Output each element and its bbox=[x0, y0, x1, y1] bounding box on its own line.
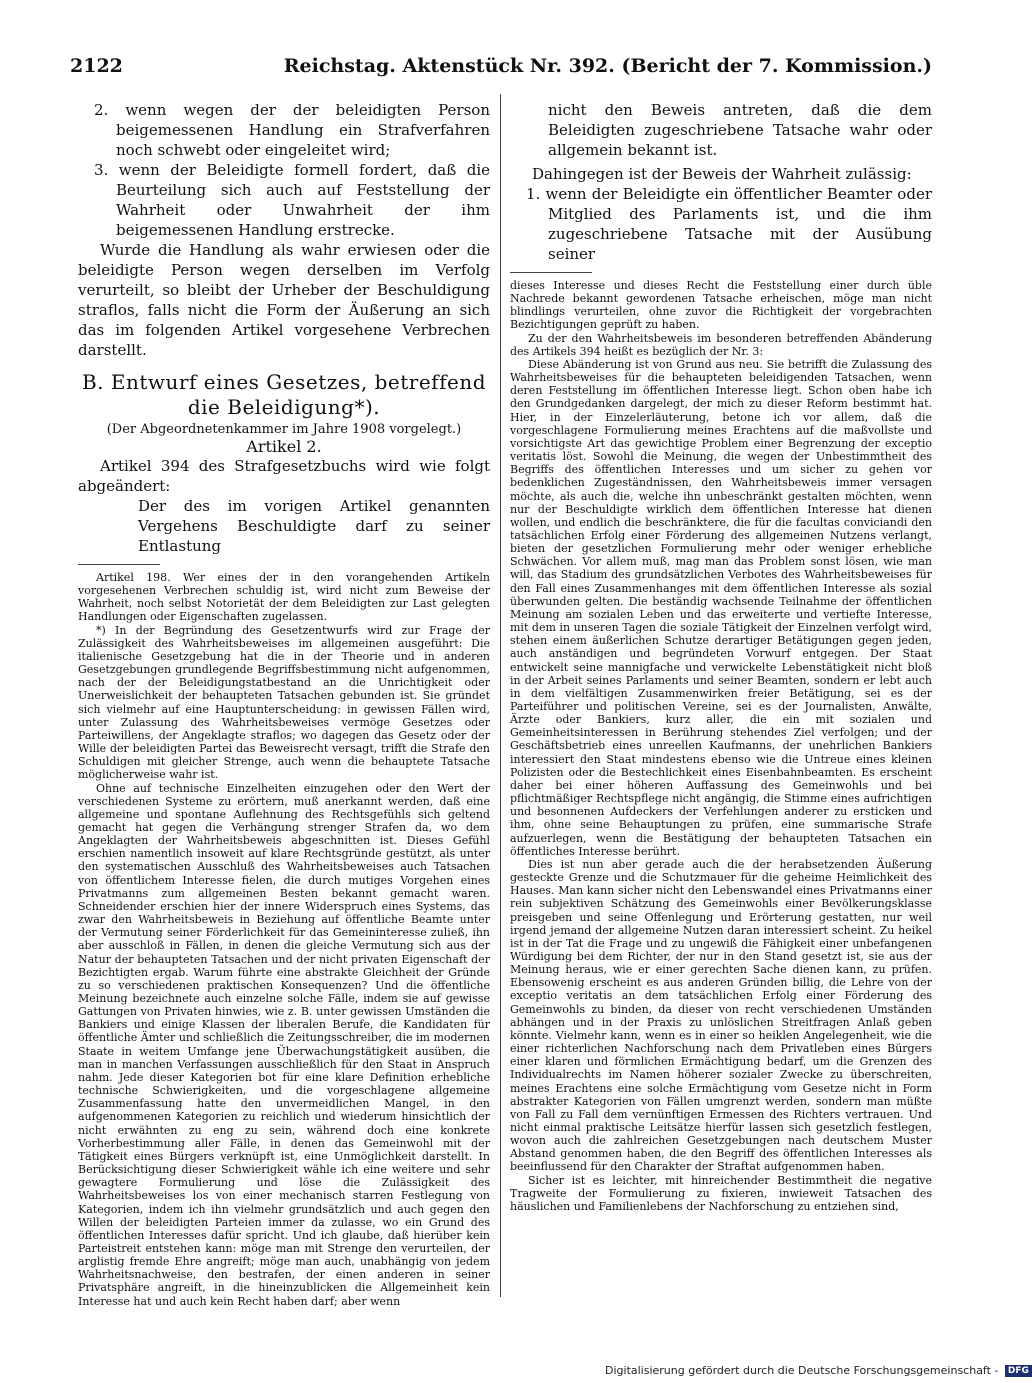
left-column bbox=[78, 100, 490, 1308]
section-title: B. Entwurf eines Gesetzes, betreffend die Beleidigung*). bbox=[81, 370, 487, 419]
paragraph: Dahingegen ist der Beweis der Wahrheit zulässig: bbox=[532, 165, 912, 183]
article-text: Artikel 394 des Strafgesetzbuchs wird wie folgt abgeändert: bbox=[78, 457, 490, 495]
footnotes-left bbox=[78, 571, 490, 1308]
footnote-separator bbox=[78, 564, 160, 565]
footnote-separator bbox=[510, 272, 592, 273]
right-column bbox=[510, 100, 932, 1213]
footnote-paragraph: Zu der den Wahrheitsbeweis im besonderen betreffenden Abänderung des Artikels 394 heißt es bezüglich der Nr. 3: bbox=[510, 331, 932, 358]
column-divider bbox=[500, 94, 501, 1297]
footnotes-right bbox=[510, 279, 932, 1213]
footnote-paragraph: *) In der Begründung des Gesetzentwurfs wird zur Frage der Zulässigkeit des Wahrheitsbeweises im allgemeinen ausgeführt: Die italienische Gesetzgebung hat die in der Theorie und in anderen Gesetzgebungen grundlegende Begriffsbestimmung nicht aufgenommen, nach der der Beleidigungstatbestand an die Unrichtigkeit oder Unerweislichkeit der behaupteten Tatsachen gebunden ist. Sie gründet sich vielmehr auf eine Hauptunterscheidung: in gewissen Fällen wird, unter Zulassung des Wahrheitsbeweises vermöge Gesetzes oder Parteiwillens, der Angeklagte straflos; wo dagegen das Gesetz oder der Wille der beleidigten Partei das Beweisrecht versagt, trifft die Strafe den Schuldigen mit gleicher Strenge, auch wenn die behauptete Tatsache möglicherweise wahr ist. bbox=[78, 623, 490, 782]
credit-text: Digitalisierung gefördert durch die Deutsche Forschungsgemeinschaft - bbox=[605, 1364, 999, 1377]
continued-item: nicht den Beweis antreten, daß die dem Beleidigten zugeschriebene Tatsache wahr oder allgemein bekannt ist. bbox=[548, 101, 932, 159]
footnote-paragraph: Artikel 198. Wer eines der in den vorangehenden Artikeln vorgesehenen Verbrechen schuldig ist, wird nicht zum Beweise der Wahrheit, noch selbst Notorietät der dem Beleidigten zur Last gelegten Handlungen oder Eigenschaften zugelassen. bbox=[78, 571, 490, 624]
footnote-paragraph: dieses Interesse und dieses Recht die Feststellung einer durch üble Nachrede bekannt gewordenen Tatsache erheischen, möge man nicht blindlings verurteilen, ohne zuvor die Richtigkeit der vorgebrachten Bezichtigungen geprüft zu haben. bbox=[510, 279, 932, 332]
dfg-logo: DFG bbox=[1005, 1365, 1032, 1377]
list-item: 1. wenn der Beleidigte ein öffentlicher Beamter oder Mitglied des Parlaments ist, und die ihm zugeschriebene Tatsache mit der Ausübung seiner bbox=[526, 185, 932, 263]
running-title: Reichstag. Aktenstück Nr. 392. (Bericht der 7. Kommission.) bbox=[283, 55, 932, 77]
section-subtitle: (Der Abgeordnetenkammer im Jahre 1908 vorgelegt.) bbox=[106, 422, 462, 437]
footnote-paragraph: Sicher ist es leichter, mit hinreichender Bestimmtheit die negative Tragweite der Formulierung zu fixieren, inwieweit Tatsachen des häuslichen und Familienlebens der Nachforschung zu entziehen sind, bbox=[510, 1173, 932, 1213]
page-header bbox=[70, 55, 932, 87]
footnote-paragraph: Ohne auf technische Einzelheiten einzugehen oder den Wert der verschiedenen Systeme zu erörtern, muß anerkannt werden, daß eine allgemeine und spontane Auflehnung des Rechtsgefühls sich geltend gemacht hat gegen die Verhängung strenger Strafen da, wo dem Angeklagten der Wahrheitsbeweis abgeschnitten ist. Dieses Gefühl erschien namentlich insoweit auf klare Rechtsgründe gestützt, als unter den systematischen Ausschluß des Wahrheitsbeweises auch Tatsachen von öffentlichem Interesse fielen, die durch mutiges Vorgehen eines Privatmanns zum allgemeinen Besten bekannt gemacht waren. Schneidender erschien hier der innere Widerspruch eines Systems, das zwar den Wahrheitsbeweis in Beziehung auf öffentliche Beamte unter der Vermutung seiner Förderlichkeit für das Gemeininteresse zuließ, ihn aber ausschloß in Fällen, in denen die gleiche Vermutung sich aus der Natur der behaupteten Tatsachen und der nicht privaten Eigenschaft der Bezichtigten ergab. Warum führte eine abstrakte Gleichheit der Gründe zu so verschiedenen praktischen Konsequenzen? Und die öffentliche Meinung bezeichnete auch einzelne solche Fälle, indem sie auf gewisse Gattungen von Privaten hinwies, wie z. B. unter gewissen Umständen die Bankiers und einige Klassen der liberalen Berufe, die Kandidaten für öffentliche Ämter und schließlich die Zeitungsschreiber, die im modernen Staate in weitem Umfange jene Überwachungstätigkeit ausüben, die man in manchen Verfassungen ausschließlich für den Staat in Anspruch nahm. Jede dieser Kategorien bot für eine klare Definition erhebliche technische Schwierigkeiten, und die vorgeschlagene allgemeine Zusammenfassung hatte den unvermeidlichen Mangel, in den aufgenommenen Kategorien zu reichlich und wiederum hinsichtlich der nicht erwähnten zu eng zu sein, während doch eine konkrete Vorherbestimmung aller Fälle, in denen das Gemeinwohl mit der Tätigkeit eines Bürgers verknüpft ist, eine Unmöglichkeit darstellt. In Berücksichtigung dieser Schwierigkeit wähle ich eine weitere und sehr gewagtere Formulierung und löse die Zulässigkeit des Wahrheitsbeweises los von einer mechanisch starren Festlegung von Kategorien, indem ich ihn vielmehr grundsätzlich und auch gegen den Willen der beleidigten Parteien immer da zulasse, wo ein Grund des öffentlichen Interesses dafür spricht. Und ich glaube, daß hierüber kein Parteistreit entstehen kann: möge man mit Strenge den verurteilen, der arglistig fremde Ehre angreift; möge man auch, unabhängig von jedem Wahrheitsnachweise, den bestrafen, der einen anderen in seiner Privatsphäre angreift, in die hineinzublicken die Allgemeinheit kein Interesse hat und auch kein Recht haben darf; aber wenn bbox=[78, 781, 490, 1308]
list-item: 3. wenn der Beleidigte formell fordert, daß die Beurteilung sich auch auf Feststellung der Wahrheit oder Unwahrheit der ihm beigemessenen Handlung erstrecke. bbox=[94, 161, 490, 239]
digitization-credit bbox=[605, 1364, 1032, 1377]
footnote-paragraph: Dies ist nun aber gerade auch die der herabsetzenden Äußerung gesteckte Grenze und die Schutzmauer für die geheime Heimlichkeit des Hauses. Man kann sicher nicht den Lebenswandel eines Privatmanns einer rein subjektiven Schätzung des Gemeinwohls einer Bevölkerungsklasse preisgeben und seine Offenlegung und Erörterung gestatten, nur weil irgend jemand der allgemeine Nutzen daran interessiert scheint. Zu heikel ist in der Tat die Frage und zu ungewiß die Fähigkeit einer unbefangenen Würdigung bei dem Richter, der nur in den Stand gesetzt ist, sie aus der Meinung heraus, wie er einer gerechten Sache dienen kann, zu prüfen. Ebensowenig erscheint es aus anderen Gründen billig, die Lehre von der exceptio veritatis an dem tatsächlichen Erfolg einer Förderung des Gemeinwohls zu binden, da dieser von recht verschiedenen Umständen abhängen und in der Praxis zu unlöslichen Streitfragen Anlaß geben könnte. Vielmehr kann, wenn es in einer so heiklen Angelegenheit, wie die einer richterlichen Nachforschung nach dem Privatleben eines Bürgers einer klaren und förmlichen Ermächtigung bedarf, um die Grenzen des Individualrechts im Namen höherer sozialer Zwecke zu überschreiten, meines Erachtens eine solche Ermächtigung vom Gesetze nicht in Form abstrakter Kategorien von Fällen umgrenzt werden, sondern man müßte von Fall zu Fall dem vernünftigen Ermessen des Richters vertrauen. Und nicht einmal praktische Leitsätze hierfür lassen sich gesetzlich festlegen, wovon auch die zahlreichen Gesetzgebungen nach deutschem Muster Abstand genommen haben, die den Begriff des öffentlichen Interesses als beeinflussend für den Charakter der Straftat aufgenommen haben. bbox=[510, 857, 932, 1174]
paragraph: Wurde die Handlung als wahr erwiesen oder die beleidigte Person wegen derselben im Verfolg verurteilt, so bleibt der Urheber der Beschuldigung straflos, falls nicht die Form der Äußerung an sich das im folgenden Artikel vorgesehene Verbrechen darstellt. bbox=[78, 241, 490, 359]
article-quote: Der des im vorigen Artikel genannten Vergehens Beschuldigte darf zu seiner Entlastung bbox=[138, 497, 490, 555]
footnote-paragraph: Diese Abänderung ist von Grund aus neu. Sie betrifft die Zulassung des Wahrheitsbeweises für die behaupteten beleidigenden Tatsachen, wenn deren Feststellung im öffentlichen Interesse liegt. Schon oben habe ich den Grundgedanken dargelegt, der mich zu dieser Reform bestimmt hat. Hier, in der Einzelerläuterung, betone ich vor allem, daß die vorgeschlagene Formulierung meines Erachtens auf die maßvollste und vorsichtigste Art das gewichtige Problem einer Begrenzung der exceptio veritatis löst. Sowohl die Meinung, die wegen der Unbestimmtheit des Begriffs des öffentlichen Interesses und um sicher zu gehen vor bedenklichen Zugeständnissen, den Wahrheitsbeweis immer versagen möchte, als auch die, welche ihn unbeschränkt gestalten möchten, wenn nur der Beschuldigte wirklich dem öffentlichen Interesse hat dienen wollen, und endlich die beschränktere, die für die facultas conviciandi den tatsächlichen Erfolg einer Förderung des allgemeinen Nutzens verlangt, bieten der gesetzlichen Formulierung mehr oder weniger erhebliche Schwächen. Vor allem muß, mag man das Problem sonst lösen, wie man will, das Stadium des grundsätzlichen Verbotes des Wahrheitsbeweises für den Fall eines Zusammenhanges mit dem öffentlichen Interesse als sozial überwunden gelten. Die beständig wachsende Teilnahme der öffentlichen Meinung am sozialen Leben und das erweiterte und vertiefte Interesse, mit dem in unseren Tagen die soziale Tätigkeit der Einzelnen verfolgt wird, stehen einem äußerlichen Schutze derartiger Betätigungen gegen jeden, auch anständigen und begründeten Vorwurf entgegen. Der Staat entwickelt seine mannigfache und verwickelte Lebenstätigkeit nicht bloß in der Arbeit seines Parlaments und seiner Beamten, sondern er lebt auch in dem vielfältigen Zusammenwirken freier Betätigung, sei es der Parteiführer und politischen Vereine, sei es der Journalisten, Anwälte, Ärzte oder Bankiers, kurz aller, die ein mit sozialen und Gemeinheitsinteressen in Berührung stehendes Ziel verfolgen; und der Geschäftsbetrieb eines unreellen Kaufmanns, der unehrlichen Bankiers interessiert den Staat mindestens ebenso wie die Untreue eines kleinen Polizisten oder die Bestechlichkeit eines Eisenbahnbeamten. Es erscheint daher bei einer höheren Auffassung des Gemeinwohls und bei pflichtmäßiger Rechtspflege nicht angängig, die Stimme eines aufrichtigen und besonnenen Aufdeckers der Verfehlungen anderer zu ersticken und ihm, ohne seine Behauptungen zu prüfen, eine summarische Strafe aufzuerlegen, wenn die Bestätigung der behaupteten Tatsachen ein öffentliches Interesse berührt. bbox=[510, 357, 932, 858]
list-item: 2. wenn wegen der der beleidigten Person beigemessenen Handlung ein Strafverfahren noch schwebt oder eingeleitet wird; bbox=[94, 101, 490, 159]
article-heading: Artikel 2. bbox=[246, 437, 322, 456]
page-number: 2122 bbox=[70, 55, 123, 77]
